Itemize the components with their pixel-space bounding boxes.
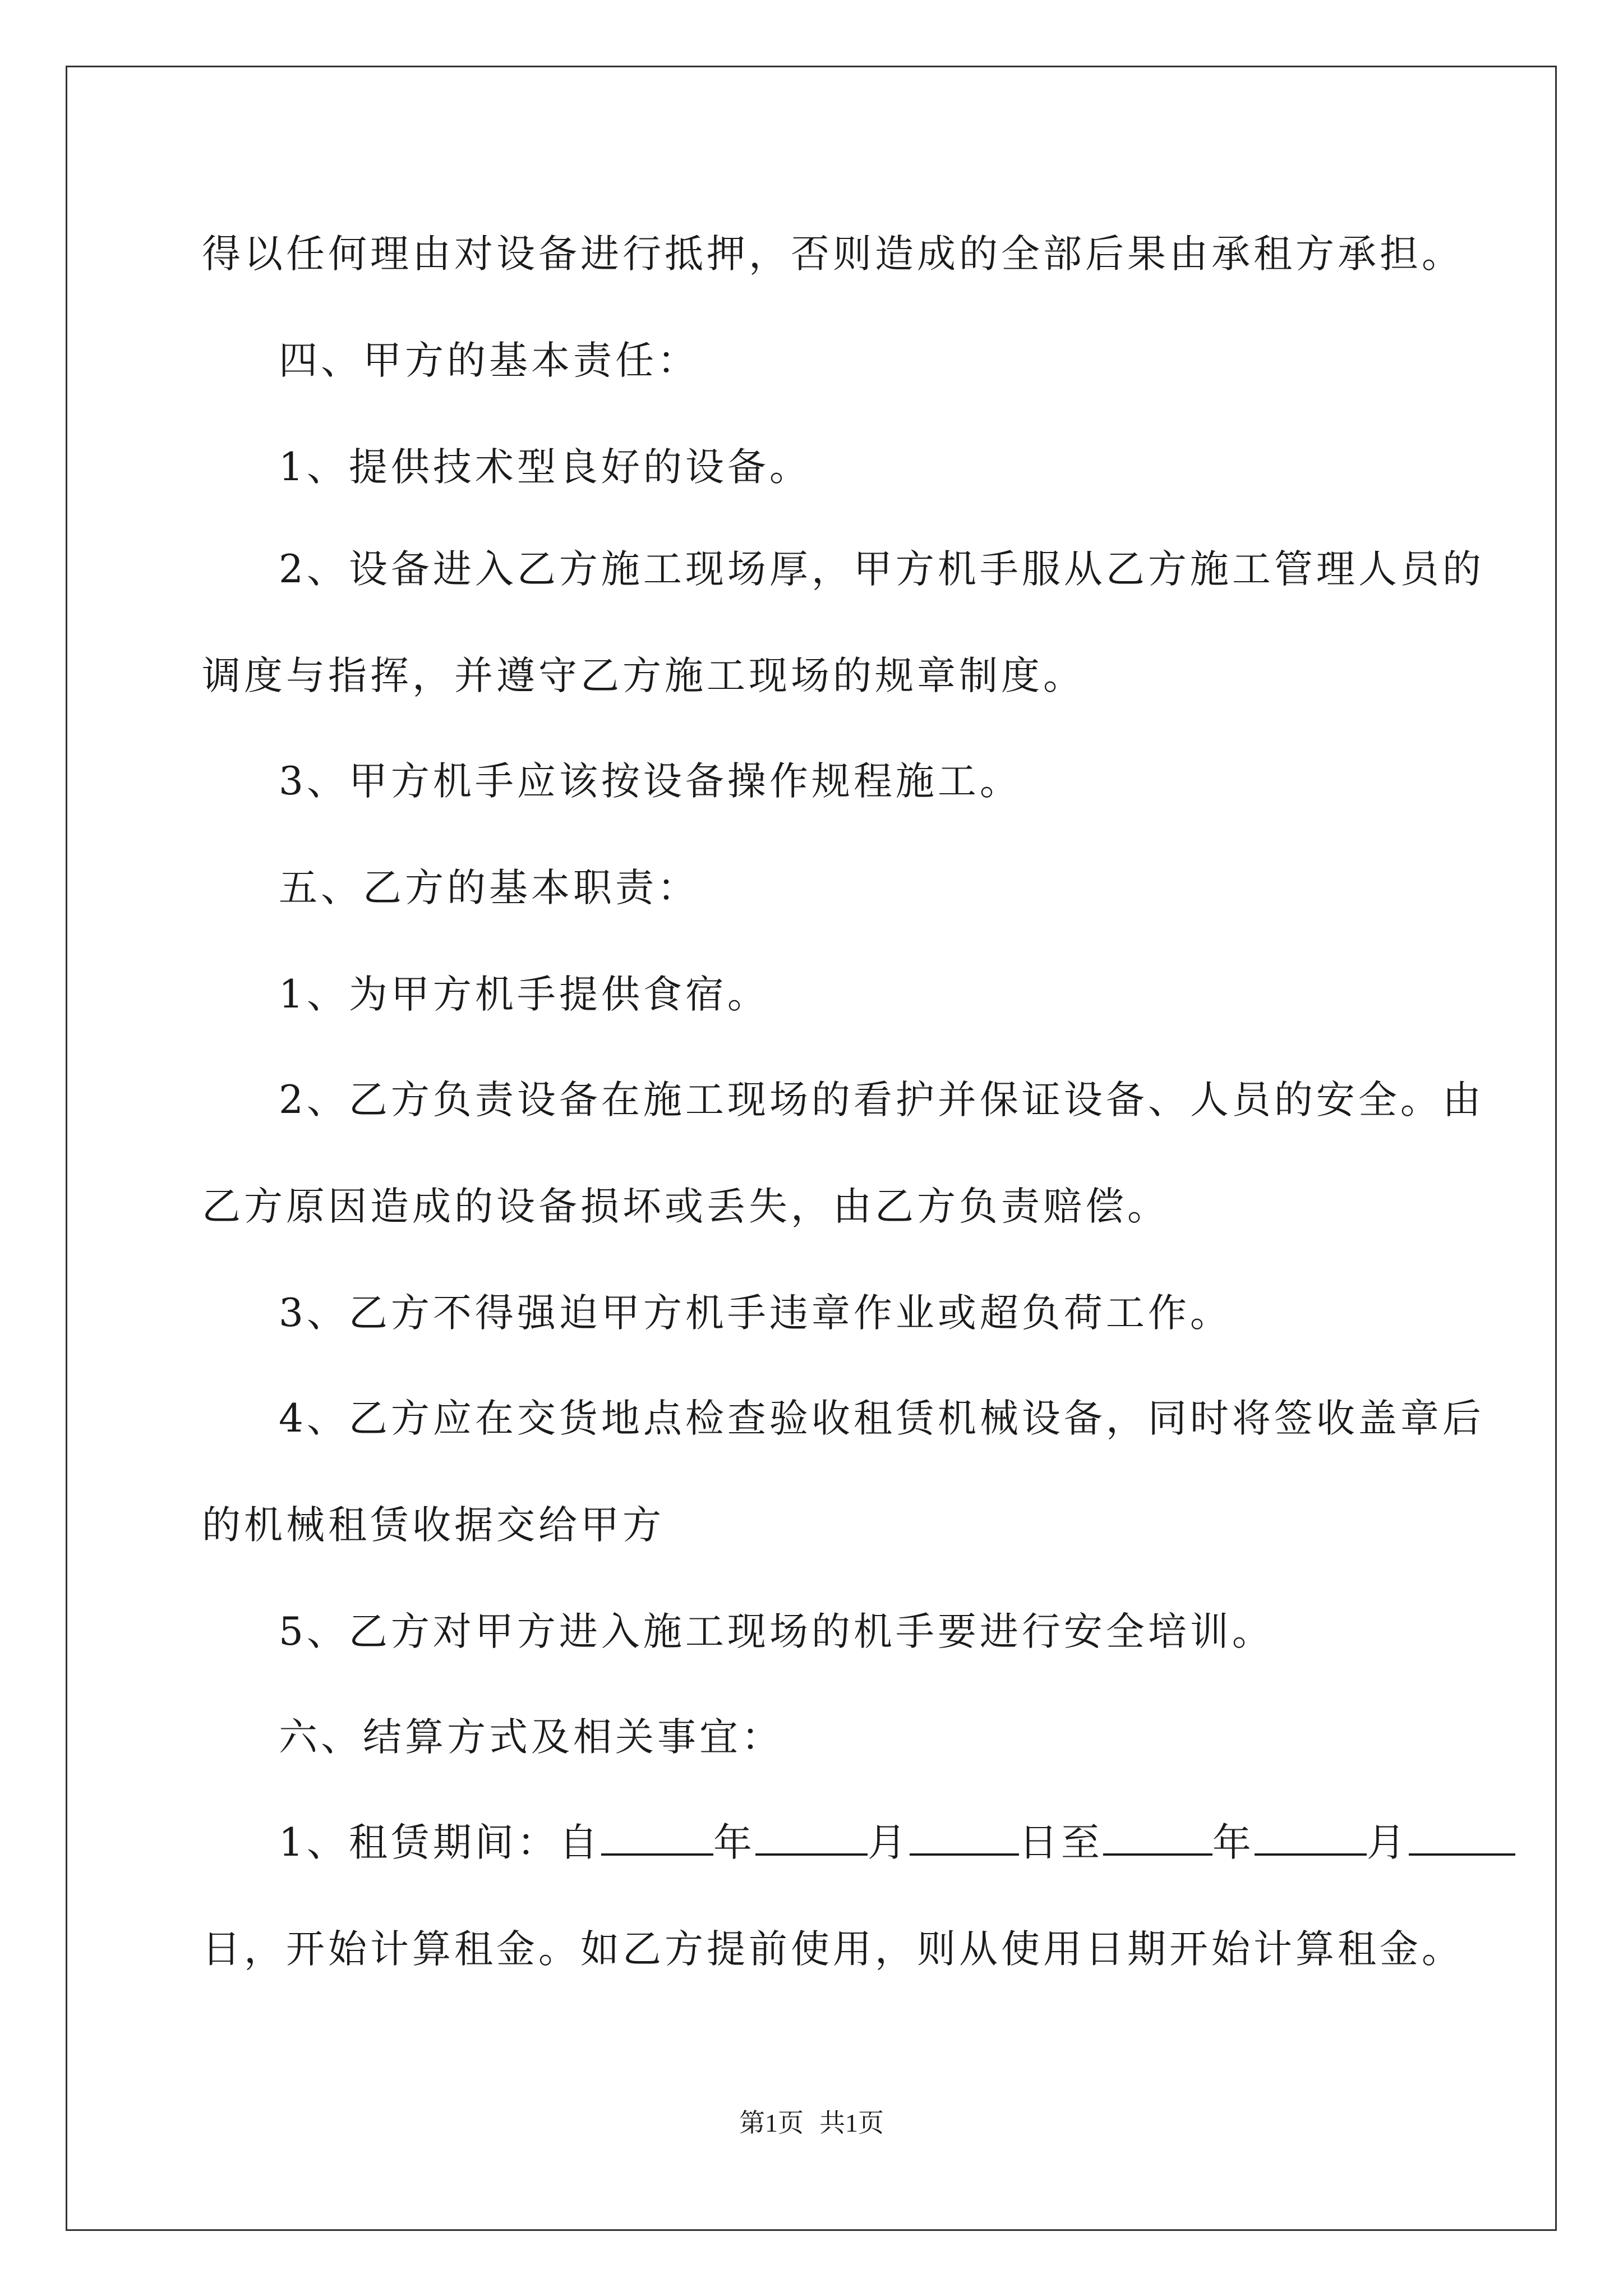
paragraph-line: 得以任何理由对设备进行抵押，否则造成的全部后果由承租方承担。 <box>202 232 1464 277</box>
fill-blank-end-month <box>1255 1821 1367 1856</box>
month-label: 月 <box>1366 1820 1409 1865</box>
fill-blank-start-year <box>601 1821 713 1856</box>
list-item: 3、乙方不得强迫甲方机手违章作业或超负荷工作。 <box>279 1291 1232 1336</box>
year-label: 年 <box>1212 1820 1255 1865</box>
paragraph-line: 调度与指挥，并遵守乙方施工现场的规章制度。 <box>202 654 1085 698</box>
list-item: 1、为甲方机手提供食宿。 <box>279 972 769 1017</box>
paragraph-line: 乙方原因造成的设备损坏或丢失，由乙方负责赔偿。 <box>202 1184 1169 1229</box>
year-label: 年 <box>713 1820 755 1865</box>
list-item: 4、乙方应在交货地点检查验收租赁机械设备，同时将签收盖章后 <box>279 1396 1484 1441</box>
list-item: 2、乙方负责设备在施工现场的看护并保证设备、人员的安全。由 <box>279 1078 1484 1122</box>
page-total: 共1页 <box>819 2109 884 2137</box>
page-number: 第1页 <box>739 2109 804 2137</box>
page-border <box>66 66 1557 2231</box>
list-item: 3、甲方机手应该按设备操作规程施工。 <box>279 759 1022 804</box>
section-heading: 六、结算方式及相关事宜： <box>279 1715 783 1760</box>
fill-blank-end-day <box>1409 1821 1515 1856</box>
rental-period-line <box>279 1818 1515 1868</box>
section-heading: 五、乙方的基本职责： <box>279 866 699 910</box>
list-item: 1、提供技术型良好的设备。 <box>279 445 811 490</box>
fill-blank-start-month <box>755 1821 868 1856</box>
fill-blank-start-day <box>910 1821 1019 1856</box>
page-footer <box>0 2106 1623 2140</box>
list-item: 5、乙方对甲方进入施工现场的机手要进行安全培训。 <box>279 1609 1274 1654</box>
paragraph-line: 日，开始计算租金。如乙方提前使用，则从使用日期开始计算租金。 <box>202 1927 1464 1972</box>
rental-period-label: 1、租赁期间：自 <box>279 1820 601 1865</box>
paragraph-line: 的机械租赁收据交给甲方 <box>202 1503 665 1548</box>
day-to-label: 日至 <box>1018 1820 1103 1865</box>
section-heading: 四、甲方的基本责任： <box>279 338 699 383</box>
fill-blank-end-year <box>1103 1821 1212 1856</box>
list-item: 2、设备进入乙方施工现场厚，甲方机手服从乙方施工管理人员的 <box>279 547 1484 592</box>
month-label: 月 <box>867 1820 910 1865</box>
